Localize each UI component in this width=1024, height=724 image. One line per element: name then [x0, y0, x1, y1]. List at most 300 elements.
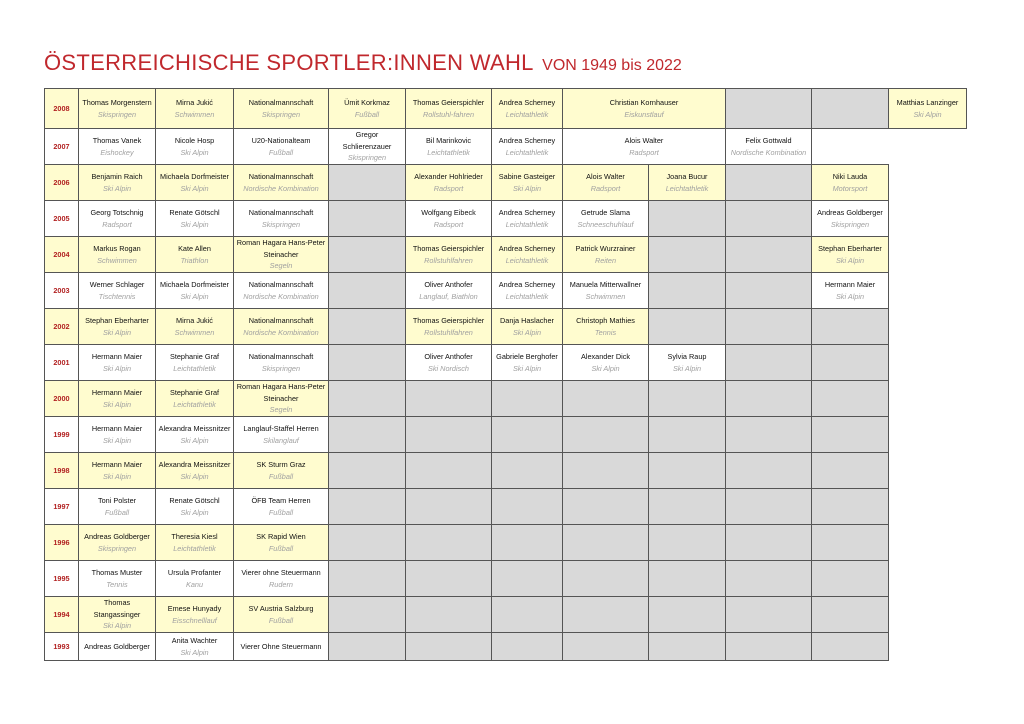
award-cell: [156, 561, 234, 597]
outside-cell: [889, 273, 967, 309]
sport-label: Ski Alpin: [102, 435, 132, 445]
empty-cell: [492, 561, 563, 597]
athlete-name: Felix Gottwald: [745, 136, 792, 146]
award-cell: [234, 489, 329, 525]
empty-cell: [649, 597, 726, 633]
year-cell: 2007: [45, 129, 79, 165]
athlete-name: Hermann Maier: [91, 460, 143, 470]
empty-cell: [329, 489, 406, 525]
award-cell: [234, 201, 329, 237]
award-cell: [812, 237, 889, 273]
sport-label: Nordische Kombination: [243, 327, 319, 337]
sport-label: Leichtathletik: [505, 109, 549, 119]
empty-cell: [649, 309, 726, 345]
sport-label: Leichtathletik: [665, 183, 709, 193]
empty-cell: [563, 489, 649, 525]
award-cell: [406, 273, 492, 309]
table-row: [45, 273, 967, 309]
sport-label: Fußball: [268, 507, 294, 517]
athlete-name: Ümit Korkmaz: [344, 98, 390, 108]
empty-cell: [406, 489, 492, 525]
sport-label: Ski Alpin: [591, 363, 620, 373]
table-row: [45, 237, 967, 273]
outside-cell: [889, 453, 967, 489]
award-cell: [563, 345, 649, 381]
empty-cell: [492, 417, 563, 453]
athlete-name: Hermann Maier: [91, 424, 143, 434]
athlete-name: Thomas Stangassinger: [93, 598, 141, 619]
award-cell: [79, 165, 156, 201]
award-cell: [79, 597, 156, 633]
athlete-name: ÖFB Team Herren: [251, 496, 311, 506]
empty-cell: [726, 237, 812, 273]
award-cell: [234, 633, 329, 661]
award-cell: [79, 417, 156, 453]
sport-label: Ski Alpin: [512, 183, 542, 193]
outside-cell: [889, 381, 967, 417]
athlete-name: Thomas Muster: [91, 568, 143, 578]
athlete-name: Stephan Eberharter: [85, 316, 149, 326]
award-cell: [156, 633, 234, 661]
award-cell: [156, 525, 234, 561]
sport-label: Ski Alpin: [835, 291, 865, 301]
empty-cell: [563, 417, 649, 453]
award-cell: [812, 165, 889, 201]
athlete-name: Toni Polster: [97, 496, 137, 506]
athlete-name: Werner Schlager: [89, 280, 145, 290]
empty-cell: [649, 453, 726, 489]
sport-label: Motorsport: [832, 183, 868, 193]
award-cell: [492, 165, 563, 201]
year-cell: 1994: [45, 597, 79, 633]
athlete-name: Alexandra Meissnitzer: [158, 460, 231, 470]
sport-label: Leichtathletik: [173, 363, 216, 373]
athlete-name: Andrea Scherney: [498, 98, 556, 108]
award-cell: [406, 345, 492, 381]
title-main: ÖSTERREICHISCHE SPORTLER:INNEN WAHL: [44, 50, 534, 75]
empty-cell: [492, 489, 563, 525]
sport-label: Rollstuhlfahren: [424, 327, 473, 337]
sport-label: Nordische Kombination: [243, 183, 319, 193]
athlete-name: Andrea Scherney: [498, 280, 556, 290]
empty-cell: [563, 597, 649, 633]
athlete-name: SK Sturm Graz: [256, 460, 306, 470]
outside-cell: [889, 129, 967, 165]
athlete-name: Stephan Eberharter: [818, 244, 882, 254]
athlete-name: Stephanie Graf: [169, 352, 220, 362]
athlete-name: Matthias Lanzinger: [896, 98, 959, 108]
athlete-name: Christoph Mathies: [576, 316, 635, 326]
outside-cell: [889, 561, 967, 597]
award-cell: [79, 633, 156, 661]
empty-cell: [406, 597, 492, 633]
sport-label: Ski Alpin: [512, 363, 542, 373]
athlete-name: Alexandra Meissnitzer: [158, 424, 231, 434]
year-cell: 1998: [45, 453, 79, 489]
sport-label: Ski Alpin: [180, 647, 209, 657]
year-cell: 2001: [45, 345, 79, 381]
athlete-name: Sabine Gasteiger: [498, 172, 556, 182]
empty-cell: [649, 273, 726, 309]
award-cell: [156, 453, 234, 489]
award-cell: [234, 309, 329, 345]
sport-label: Ski Alpin: [180, 291, 209, 301]
award-cell: [563, 273, 649, 309]
award-cell: [234, 453, 329, 489]
award-cell: [234, 237, 329, 273]
sport-label: Ski Alpin: [102, 471, 132, 481]
award-cell: [234, 89, 329, 129]
sport-label: Tennis: [594, 327, 617, 337]
empty-cell: [492, 453, 563, 489]
sport-label: Ski Alpin: [102, 399, 132, 409]
athlete-name: SK Rapid Wien: [256, 532, 306, 542]
empty-cell: [649, 633, 726, 661]
sport-label: Fußball: [354, 109, 380, 119]
sport-label: Skispringen: [97, 109, 137, 119]
year-cell: 2003: [45, 273, 79, 309]
sport-label: Schwimmen: [97, 255, 137, 265]
sport-label: Skispringen: [830, 219, 870, 229]
empty-cell: [406, 453, 492, 489]
title-range: VON 1949 bis 2022: [542, 57, 682, 74]
award-cell: [234, 273, 329, 309]
award-cell: [406, 237, 492, 273]
award-cell: [156, 129, 234, 165]
athlete-name: Mirna Jukić: [176, 98, 213, 108]
year-cell: 1995: [45, 561, 79, 597]
athlete-name: Niki Lauda: [832, 172, 868, 182]
award-cell: [79, 273, 156, 309]
athlete-name: Oliver Anthofer: [424, 280, 473, 290]
award-cell: [234, 129, 329, 165]
outside-cell: [889, 237, 967, 273]
athlete-name: Patrick Wurzrainer: [575, 244, 636, 254]
outside-cell: [889, 489, 967, 525]
empty-cell: [329, 345, 406, 381]
sport-label: Reiten: [594, 255, 617, 265]
athlete-name: Thomas Vanek: [92, 136, 142, 146]
sport-label: Skispringen: [261, 363, 301, 373]
empty-cell: [649, 417, 726, 453]
sport-label: Ski Alpin: [180, 147, 209, 157]
sport-label: Leichtathletik: [173, 399, 216, 409]
table-row: [45, 129, 967, 165]
award-cell: [492, 89, 563, 129]
sport-label: Fußball: [268, 615, 294, 625]
table-row: [45, 417, 967, 453]
award-cell: [79, 561, 156, 597]
award-cell: [649, 165, 726, 201]
award-cell: [156, 345, 234, 381]
empty-cell: [812, 89, 889, 129]
award-cell: [234, 597, 329, 633]
sport-label: Ski Alpin: [102, 621, 132, 631]
sport-label: Radsport: [629, 147, 659, 157]
award-cell: [492, 129, 563, 165]
athlete-name: Manuela Mitterwallner: [569, 280, 642, 290]
award-cell: [156, 417, 234, 453]
empty-cell: [649, 525, 726, 561]
award-cell: [492, 201, 563, 237]
athlete-name: Vierer ohne Steuermann: [241, 568, 321, 578]
sport-label: Skispringen: [261, 109, 301, 119]
sport-label: Radsport: [433, 219, 464, 229]
empty-cell: [726, 381, 812, 417]
athlete-name: Benjamin Raich: [91, 172, 143, 182]
empty-cell: [726, 273, 812, 309]
page-title: [44, 50, 682, 76]
empty-cell: [726, 453, 812, 489]
athlete-name: Getrude Slama: [580, 208, 631, 218]
empty-cell: [812, 453, 889, 489]
sport-label: Segeln: [269, 261, 293, 271]
award-cell: [79, 201, 156, 237]
table-row: [45, 525, 967, 561]
sport-label: Nordische Kombination: [730, 147, 807, 157]
athlete-name: Sylvia Raup: [667, 352, 707, 362]
sport-label: Schwimmen: [174, 109, 215, 119]
award-cell: [492, 237, 563, 273]
athlete-name: Hermann Maier: [824, 280, 876, 290]
empty-cell: [726, 417, 812, 453]
sport-label: Rudern: [269, 579, 293, 589]
athlete-name: Andreas Goldberger: [84, 532, 150, 542]
empty-cell: [812, 381, 889, 417]
empty-cell: [812, 597, 889, 633]
athlete-name: Christian Kornhauser: [609, 98, 679, 108]
empty-cell: [563, 381, 649, 417]
sport-label: Radsport: [102, 219, 132, 229]
award-cell: [156, 201, 234, 237]
empty-cell: [726, 633, 812, 661]
athlete-name: Anita Wachter: [171, 636, 218, 646]
award-cell: [156, 489, 234, 525]
athlete-name: Andrea Scherney: [498, 208, 556, 218]
award-cell: [79, 89, 156, 129]
sport-label: Ski Alpin: [102, 327, 132, 337]
athlete-name: Joana Bucur: [666, 172, 708, 182]
table-row: [45, 345, 967, 381]
sport-label: Ski Alpin: [180, 219, 209, 229]
outside-cell: [889, 165, 967, 201]
athlete-name: U20-Nationalteam: [251, 136, 311, 146]
year-cell: 2004: [45, 237, 79, 273]
sport-label: Fußball: [268, 147, 294, 157]
award-cell: [329, 129, 406, 165]
empty-cell: [812, 633, 889, 661]
sport-label: Ski Alpin: [835, 255, 865, 265]
sport-label: Eisschnelllauf: [172, 615, 217, 625]
sport-label: Ski Alpin: [180, 183, 209, 193]
empty-cell: [406, 561, 492, 597]
empty-cell: [812, 561, 889, 597]
award-cell: [726, 129, 812, 165]
sport-label: Kanu: [185, 579, 204, 589]
empty-cell: [563, 453, 649, 489]
table-row: [45, 381, 967, 417]
athlete-name: Gregor Schlierenzauer: [342, 130, 392, 151]
athlete-name: Theresia Kiesl: [171, 532, 218, 542]
athlete-name: Andreas Goldberger: [817, 208, 883, 218]
award-cell: [156, 273, 234, 309]
sport-label: Langlauf, Biathlon: [419, 291, 478, 301]
outside-cell: [889, 417, 967, 453]
athlete-name: Gabriele Berghofer: [496, 352, 558, 362]
award-cell: [492, 273, 563, 309]
table-row: [45, 201, 967, 237]
table-row: [45, 489, 967, 525]
sport-label: Rollstuhlfahren: [424, 255, 473, 265]
year-cell: 2002: [45, 309, 79, 345]
empty-cell: [649, 381, 726, 417]
award-cell: [79, 489, 156, 525]
award-cell: [492, 345, 563, 381]
sport-label: Schwimmen: [585, 291, 626, 301]
empty-cell: [329, 201, 406, 237]
empty-cell: [563, 633, 649, 661]
table-row: [45, 309, 967, 345]
sport-label: Leichtathletik: [173, 543, 216, 553]
sport-label: Ski Alpin: [180, 471, 209, 481]
empty-cell: [726, 309, 812, 345]
athlete-name: Thomas Geierspichler: [412, 98, 485, 108]
sport-label: Fußball: [268, 471, 294, 481]
athlete-name: Hermann Maier: [91, 388, 143, 398]
athlete-name: Nationalmannschaft: [248, 172, 314, 182]
empty-cell: [726, 597, 812, 633]
empty-cell: [329, 165, 406, 201]
athlete-name: Thomas Geierspichler: [412, 316, 485, 326]
empty-cell: [492, 633, 563, 661]
athlete-name: Renate Götschl: [169, 496, 220, 506]
sport-label: Schwimmen: [174, 327, 215, 337]
sport-label: Leichtathletik: [505, 255, 549, 265]
award-cell: [79, 345, 156, 381]
empty-cell: [812, 525, 889, 561]
empty-cell: [649, 561, 726, 597]
empty-cell: [329, 237, 406, 273]
sport-label: Skilanglauf: [263, 435, 299, 445]
award-cell: [156, 597, 234, 633]
empty-cell: [726, 165, 812, 201]
awards-table: [44, 88, 967, 661]
empty-cell: [492, 597, 563, 633]
award-cell: [563, 89, 726, 129]
athlete-name: Kate Allen: [178, 244, 211, 254]
sport-label: Leichtathletik: [505, 219, 549, 229]
award-cell: [492, 309, 563, 345]
athlete-name: Nationalmannschaft: [248, 280, 314, 290]
outside-cell: [889, 309, 967, 345]
empty-cell: [329, 453, 406, 489]
empty-cell: [726, 561, 812, 597]
athlete-name: Danja Haslacher: [500, 316, 554, 326]
athlete-name: Alexander Dick: [580, 352, 631, 362]
sport-label: Ski Nordisch: [428, 363, 469, 373]
award-cell: [329, 89, 406, 129]
outside-cell: [812, 129, 889, 165]
award-cell: [406, 201, 492, 237]
award-cell: [156, 309, 234, 345]
athlete-name: Andrea Scherney: [498, 244, 556, 254]
award-cell: [234, 417, 329, 453]
sport-label: Ski Alpin: [512, 327, 542, 337]
empty-cell: [812, 345, 889, 381]
sport-label: Fußball: [268, 543, 294, 553]
athlete-name: Oliver Anthofer: [424, 352, 473, 362]
empty-cell: [812, 417, 889, 453]
empty-cell: [563, 561, 649, 597]
athlete-name: Roman Hagara Hans-Peter Steinacher: [236, 382, 326, 403]
sport-label: Rollstuhl-fahren: [422, 109, 475, 119]
sport-label: Ski Alpin: [913, 109, 942, 119]
table-row: [45, 597, 967, 633]
award-cell: [406, 89, 492, 129]
empty-cell: [406, 633, 492, 661]
sport-label: Leichtathletik: [427, 147, 470, 157]
award-cell: [79, 237, 156, 273]
sport-label: Ski Alpin: [672, 363, 702, 373]
sport-label: Eiskunstlauf: [624, 109, 664, 119]
sport-label: Ski Alpin: [180, 435, 209, 445]
athlete-name: Alois Walter: [586, 172, 625, 182]
award-cell: [156, 165, 234, 201]
award-cell: [234, 345, 329, 381]
award-cell: [234, 525, 329, 561]
sport-label: Segeln: [269, 405, 293, 415]
empty-cell: [406, 381, 492, 417]
table-row: [45, 633, 967, 661]
sport-label: Leichtathletik: [505, 291, 549, 301]
athlete-name: Nationalmannschaft: [248, 208, 314, 218]
empty-cell: [329, 597, 406, 633]
award-cell: [156, 381, 234, 417]
award-cell: [563, 129, 726, 165]
athlete-name: Thomas Geierspichler: [412, 244, 485, 254]
empty-cell: [726, 489, 812, 525]
sport-label: Ski Alpin: [102, 363, 132, 373]
award-cell: [563, 201, 649, 237]
athlete-name: SV Austria Salzburg: [248, 604, 314, 614]
empty-cell: [812, 309, 889, 345]
athlete-name: Mirna Jukić: [176, 316, 213, 326]
sport-label: Radsport: [433, 183, 464, 193]
athlete-name: Michaela Dorfmeister: [160, 280, 229, 290]
year-cell: 1993: [45, 633, 79, 661]
athlete-name: Nationalmannschaft: [248, 352, 314, 362]
award-cell: [563, 237, 649, 273]
empty-cell: [329, 381, 406, 417]
sport-label: Radsport: [590, 183, 621, 193]
athlete-name: Bil Marinkovic: [425, 136, 471, 146]
year-cell: 1997: [45, 489, 79, 525]
award-cell: [79, 129, 156, 165]
outside-cell: [889, 201, 967, 237]
empty-cell: [812, 489, 889, 525]
athlete-name: Andreas Goldberger: [84, 641, 150, 651]
empty-cell: [649, 489, 726, 525]
empty-cell: [329, 309, 406, 345]
athlete-name: Nationalmannschaft: [248, 98, 314, 108]
outside-cell: [889, 525, 967, 561]
award-cell: [406, 309, 492, 345]
athlete-name: Alexander Hohlrieder: [414, 172, 483, 182]
award-cell: [79, 309, 156, 345]
sport-label: Skispringen: [347, 153, 387, 163]
award-cell: [79, 525, 156, 561]
sport-label: Ski Alpin: [102, 183, 132, 193]
